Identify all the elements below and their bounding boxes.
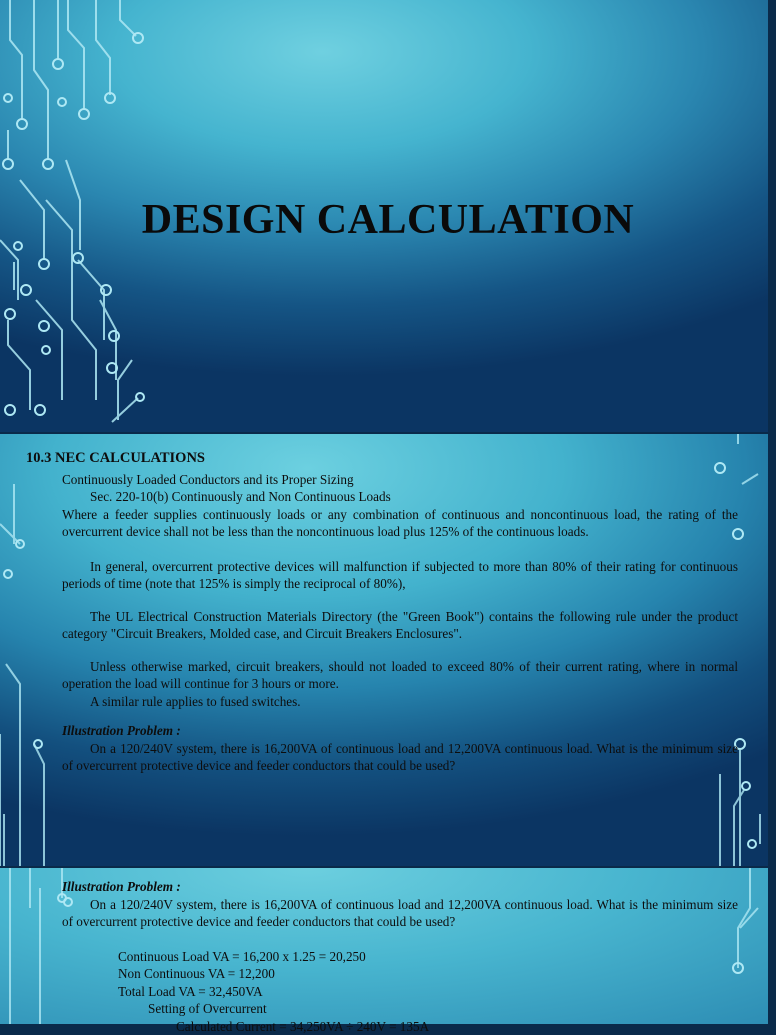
illustration-problem-text: On a 120/240V system, there is 16,200VA of continuous load and 12,200VA continuous load. What is the minimum size of overcurrent protective device and feeder conductors that could be used?: [26, 896, 738, 931]
paragraph-overcurrent: In general, overcurrent protective devices will malfunction if subjected to more than 80% of their rating for continuous periods of time (note that 125% is simply the reciprocal of 80%),: [26, 558, 738, 593]
paragraph-feeder-rule: Where a feeder supplies continuously loads or any combination of continuous and noncontinuous load, the rating of the overcurrent device shall not be less than the noncontinuous load plus 125% of the continuous loads.: [26, 506, 738, 541]
illustration-problem-text: On a 120/240V system, there is 16,200VA of continuous load and 12,200VA continuous load. What is the minimum size of overcurrent protective device and feeder conductors that could be used?: [26, 740, 738, 775]
illustration-label: Illustration Problem :: [26, 878, 738, 896]
calc-calculated-current: Calculated Current = 34,250VA ÷ 240V = 135A: [26, 1018, 738, 1035]
illustration-slide: [0, 868, 768, 1024]
subtopic-line: Continuously Loaded Conductors and its Proper Sizing: [26, 471, 738, 489]
paragraph-fused-switches: A similar rule applies to fused switches.: [26, 693, 738, 711]
calc-total-load: Total Load VA = 32,450VA: [26, 983, 738, 1001]
slide-body: [26, 878, 738, 1035]
slide-title: DESIGN CALCULATION: [0, 196, 776, 244]
calc-setting-overcurrent: Setting of Overcurrent: [26, 1000, 738, 1018]
title-slide: [0, 0, 768, 432]
nec-calculations-slide: [0, 434, 768, 866]
illustration-label: Illustration Problem :: [26, 722, 738, 740]
paragraph-circuit-breakers: Unless otherwise marked, circuit breakers, should not loaded to exceed 80% of their current rating, where in normal operation the load will continue for 3 hours or more.: [26, 658, 738, 693]
section-reference: Sec. 220-10(b) Continuously and Non Continuous Loads: [26, 488, 738, 506]
calc-continuous-load: Continuous Load VA = 16,200 x 1.25 = 20,250: [26, 948, 738, 966]
calc-non-continuous: Non Continuous VA = 12,200: [26, 965, 738, 983]
slide-body: [26, 450, 738, 775]
section-heading: 10.3 NEC CALCULATIONS: [26, 450, 738, 468]
paragraph-green-book: The UL Electrical Construction Materials Directory (the "Green Book") contains the following rule under the product category "Circuit Breakers, Molded case, and Circuit Breakers Enclosures".: [26, 608, 738, 643]
